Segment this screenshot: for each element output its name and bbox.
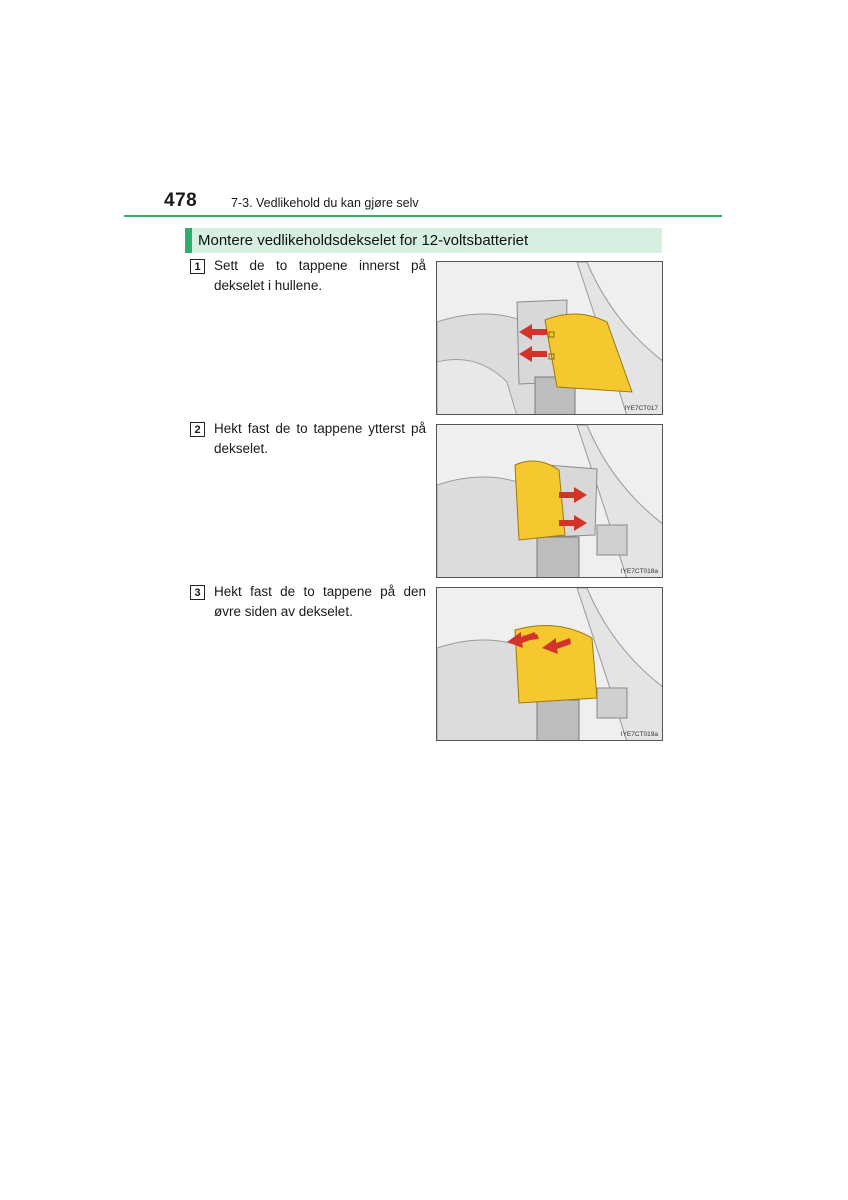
figure-code: IYE7CT017 [624, 405, 658, 412]
illustration-drawing [437, 588, 663, 741]
step-instruction: Hekt fast de to tappene på den øvre siden av dekselet. [214, 584, 426, 619]
page-number: 478 [164, 190, 198, 211]
step-instruction: Sett de to tappene innerst på dekselet i hullene. [214, 258, 426, 293]
step-number-badge: 2 [190, 422, 205, 437]
illustration-step-1 [436, 261, 663, 415]
step-number-badge: 1 [190, 259, 205, 274]
section-heading-text: Montere vedlikeholdsdekselet for 12-voltsbatteriet [198, 232, 529, 249]
section-heading [185, 228, 662, 253]
illustration-drawing [437, 425, 663, 578]
figure-code: IYE7CT019a [620, 731, 658, 738]
illustration-step-2 [436, 424, 663, 578]
step-number-badge: 3 [190, 585, 205, 600]
chapter-title: 7-3. Vedlikehold du kan gjøre selv [231, 196, 419, 210]
illustration-drawing [437, 262, 663, 415]
step-instruction: Hekt fast de to tappene ytterst på dekselet. [214, 421, 426, 456]
header-divider [124, 215, 722, 217]
illustration-step-3 [436, 587, 663, 741]
figure-code: IYE7CT018a [620, 568, 658, 575]
